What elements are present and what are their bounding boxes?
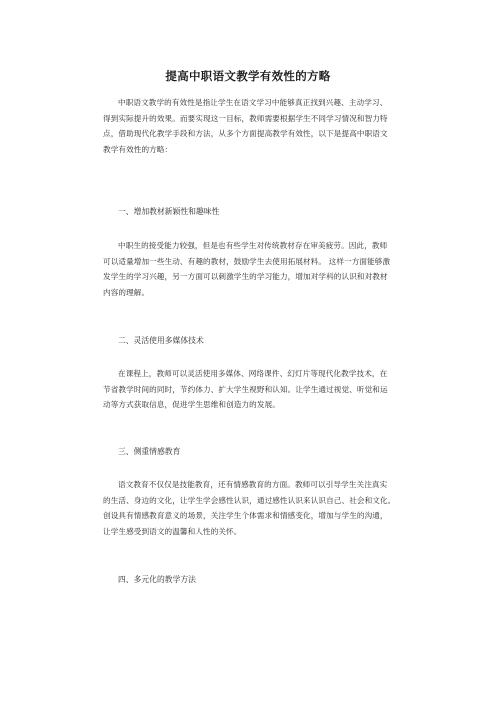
section-paragraph-2 (103, 366, 415, 413)
paragraph-line: 让学生感受到语文的温馨和人性的关怀。 (103, 526, 242, 536)
paragraph-line: 点，借助现代化教学手段和方法，从多个方面提高教学有效性，以下是提高中职语文 (103, 129, 388, 139)
document-title: 提高中职语文教学有效性的方略 (165, 69, 331, 83)
paragraph-line: 内容的理解。 (103, 287, 150, 297)
paragraph-line: 节省教学时间的同时，节约体力、扩大学生视野和认知。让学生通过视觉、听觉和运 (103, 384, 388, 394)
paragraph-line: 的生活、身边的文化，让学生学会感性认识，通过感性认识来认识自己、社会和文化。 (103, 495, 396, 505)
paragraph-line: 语文教育不仅仅是技能教育，还有情感教育的方面。教师可以引导学生关注真实 (118, 480, 388, 489)
intro-paragraph (103, 95, 415, 157)
paragraph-line: 中职语文教学的有效性是指让学生在语文学习中能够真正找到兴趣、主动学习、 (118, 98, 388, 107)
section-paragraph-1 (103, 238, 415, 300)
paragraph-line: 可以适量增加一些生动、有趣的教材，鼓励学生去使用拓展材料。 这样一方面能够激 (103, 256, 391, 266)
paragraph-line: 动等方式获取信息，促进学生思维和创造力的发展。 (103, 400, 280, 410)
paragraph-line: 得到实际提升的效果。而要实现这一目标，教师需要根据学生不同学习情况和智力特 (103, 113, 388, 123)
section-heading-2: 二、灵活使用多媒体技术 (118, 336, 204, 345)
section-heading-1: 一、增加教材新颖性和趣味性 (118, 207, 220, 216)
paragraph-line: 中职生的接受能力较强，但是也有些学生对传统教材存在审美疲劳。因此，教师 (118, 241, 388, 250)
section-heading-4: 四、多元化的教学方法 (118, 575, 196, 584)
paragraph-line: 在课程上，教师可以灵活使用多媒体、网络课件、幻灯片等现代化教学技术，在 (118, 369, 388, 378)
paragraph-line: 发学生的学习兴趣，另一方面可以刺激学生的学习能力，增加对学科的认识和对教材 (103, 272, 388, 282)
section-heading-3: 三、侧重情感教育 (118, 447, 181, 456)
paragraph-line: 教学有效性的方略： (103, 144, 173, 154)
paragraph-line: 创设具有情感教育意义的场景，关注学生个体需求和情感变化，增加与学生的沟通， (103, 511, 388, 521)
section-paragraph-3 (103, 477, 415, 539)
